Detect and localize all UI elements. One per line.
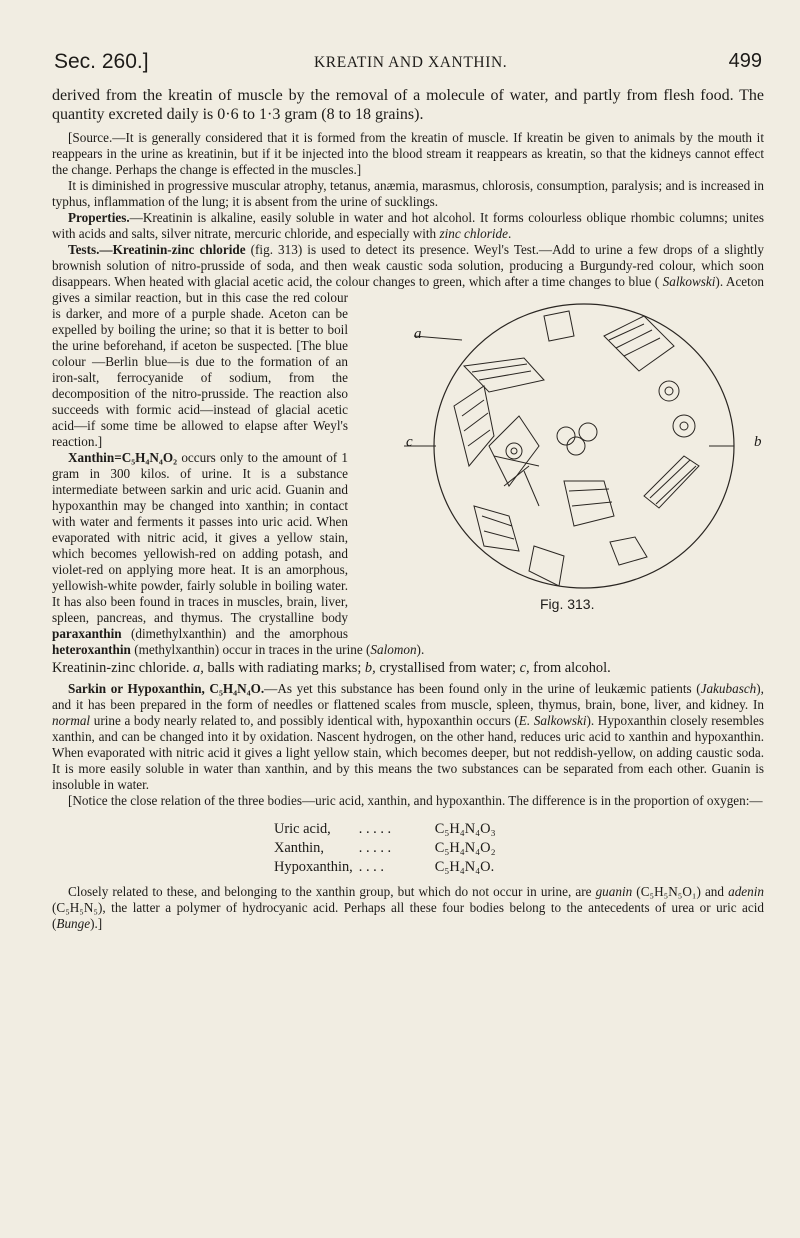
section-number: Sec. 260.] xyxy=(54,50,149,73)
sarkin-paragraph xyxy=(52,681,764,793)
tests-text: (fig. 313) is used to detect its presence. Weyl's Test.—Add to urine a few drops of a slightly brownish solution of nitro-prusside of soda, and then weak caustic soda solution, producing a Burgundy-red colour, which soon disappears. When heated with glacial acetic acid, the colour changes to green, which after a time changes to blue ( xyxy=(52,242,764,289)
page xyxy=(52,40,764,932)
caption-c: c, xyxy=(519,660,530,676)
sarkin-text-4: ). Hypoxanthin closely resembles xanthin, and can be changed into it by oxidation. Nascent hydrogen, on the other hand, reduces uric acid to xanthin and hypoxanthin. When evaporated with nitric acid it gives a light yellow stain, which becomes deeper, but not reddish-yellow, on adding caustic soda. It is more easily soluble in water than xanthin, and by this means the two substances can be separated from each other. Guanin is insoluble in water. xyxy=(52,713,764,792)
closing-italic-3: Bunge xyxy=(56,916,91,931)
closing-text-4: ).] xyxy=(90,916,103,931)
caption-text: Kreatinin-zinc chloride. xyxy=(52,660,194,676)
properties-text-b: . xyxy=(507,226,512,241)
closing-text-3: (C₅H₅N₅), the latter a polymer of hydrocyanic acid. Perhaps all these four bodies belong to the antecedents of urea or uric acid ( xyxy=(52,900,764,931)
formula-name: Xanthin, xyxy=(274,840,324,856)
formula-table xyxy=(272,819,502,878)
closing-paragraph xyxy=(52,884,764,932)
sarkin-italic-1: Jakubasch xyxy=(700,681,757,696)
figure-313 xyxy=(354,296,764,636)
page-number: 499 xyxy=(728,50,762,72)
sarkin-text-3: urine a body nearly related to, and possibly identical with, hypoxanthin occurs ( xyxy=(90,713,519,728)
heteroxanthin-term: heteroxanthin xyxy=(52,642,131,657)
formula-name: Hypoxanthin, xyxy=(274,859,353,875)
formula-value: C₅H₄N₄O₂ xyxy=(434,840,496,856)
caption-b: b, xyxy=(364,660,376,676)
formula-value: C₅H₄N₄O. xyxy=(434,859,495,875)
figure-caption xyxy=(52,660,764,677)
tests-subheading: —Kreatinin-zinc chloride xyxy=(99,242,246,257)
xanthin-heading: Xanthin xyxy=(68,450,115,465)
sarkin-italic-3: E. Salkowski xyxy=(518,713,587,728)
formula-value: C₅H₄N₄O₃ xyxy=(434,821,496,837)
sarkin-italic-2: normal xyxy=(52,713,91,728)
formula-dots: . . . . xyxy=(358,859,384,875)
formula-row xyxy=(274,859,500,876)
xanthin-italic: Salomon xyxy=(370,642,417,657)
properties-paragraph xyxy=(52,210,764,242)
xanthin-text-3: (methylxanthin) occur in traces in the urine ( xyxy=(130,642,371,657)
closing-italic-2: adenin xyxy=(728,884,764,899)
formula-row xyxy=(274,821,500,838)
source-paragraph: [Source.—It is generally considered that it is formed from the kreatin of muscle. If kreatin be given to animals by the mouth it reappears in the urine as kreatinin, but if it be injected into the blood stream it reappears as kreatin, so that the kidneys cannot effect the change. Perhaps the change is effected in the muscles.] xyxy=(52,130,764,177)
sarkin-text: —As yet this substance has been found only in the urine of leukæmic patients ( xyxy=(264,681,701,696)
caption-a: a, xyxy=(193,660,204,676)
properties-text-a: —Kreatinin is alkaline, easily soluble in water and hot alcohol. It forms colourless oblique rhombic columns; unites with acids and salts, silver nitrate, mercuric chloride, and especially with xyxy=(52,210,764,241)
closing-italic-1: guanin xyxy=(595,884,633,899)
figure-label-b: b xyxy=(754,434,762,450)
tests-italic: Salkowski xyxy=(662,274,716,289)
caption-c-text: from alcohol. xyxy=(529,660,611,676)
xanthin-text: occurs only to the amount of 1 gram in 300 kilos. of urine. It is a substance intermediate between sarkin and uric acid. Guanin and hypoxanthin may be changed into xanthin; in contact with water and ferments it passes into uric acid. When evaporated with nitric acid, it gives a yellow stain, which becomes yellowish-red on adding potash, and violet-red on applying more heat. It is an amorphous, yellowish-white powder, fairly soluble in boiling water. It has also been found in traces in muscles, brain, liver, spleen, pancreas, and thymus. The crystalline body xyxy=(52,450,348,625)
notice-paragraph: [Notice the close relation of the three bodies—uric acid, xanthin, and hypoxanthin. The difference is in the proportion of oxygen:— xyxy=(68,793,763,808)
formula-dots: . . . . . xyxy=(358,821,392,837)
running-title: KREATIN AND XANTHIN. xyxy=(314,54,508,71)
closing-text-1: Closely related to these, and belonging to the xanthin group, but which do not occur in urine, are xyxy=(68,884,596,899)
xanthin-text-2: (dimethylxanthin) and the amorphous xyxy=(121,626,348,641)
properties-heading: Properties. xyxy=(68,210,130,225)
intro-paragraph: derived from the kreatin of muscle by the removal of a molecule of water, and partly from flesh food. The quantity excreted daily is 0·6 to 1·3 gram (8 to 18 grains). xyxy=(52,87,764,123)
figure-label-c: c xyxy=(406,434,413,450)
formula-name: Uric acid, xyxy=(274,821,331,837)
figure-label-a: a xyxy=(414,326,422,342)
sarkin-text-2: ), and it has been prepared in the form of needles or flattened scales from muscle, spleen, thymus, brain, bone, liver, and kidney. In xyxy=(52,681,764,712)
caption-b-text: crystallised from water; xyxy=(375,660,520,676)
diminished-paragraph: It is diminished in progressive muscular atrophy, tetanus, anæmia, marasmus, chlorosis, consumption, paralysis; and is increased in typhus, inflammation of the lung; it is absent from the urine of sucklings. xyxy=(52,178,764,209)
tests-text-after: ). Aceton gives a similar reaction, but in this case the red colour is darker, and more of a purple shade. Aceton can be expelled by boiling the urine; so that it is better to boil the urine beforehand, if aceton be suspected. [The blue colour —Berlin blue—is due to the formation of an iron-salt, ferrocyanide of sodium, from the decomposition of the nitro-prusside. The reaction also succeeds with formic acid—instead of glacial acetic acid—if some time be allowed to elapse after Weyl's reaction.] xyxy=(52,274,765,449)
closing-text-2: (C₅H₅N₅O₁) and xyxy=(632,884,729,899)
figure-title: Fig. 313. xyxy=(540,596,595,612)
paraxanthin-term: paraxanthin xyxy=(52,626,122,641)
formula-dots: . . . . . xyxy=(358,840,392,856)
xanthin-formula: =C₅H₄N₄O₂ xyxy=(114,450,178,465)
properties-italic: zinc chloride xyxy=(439,226,508,241)
tests-heading: Tests. xyxy=(68,242,100,257)
formula-row xyxy=(274,840,500,857)
running-header xyxy=(52,40,764,76)
caption-a-text: balls with radiating marks; xyxy=(203,660,365,676)
xanthin-text-4: ). xyxy=(416,642,425,657)
sarkin-heading: Sarkin or Hypoxanthin, C₅H₄N₄O. xyxy=(68,681,265,696)
